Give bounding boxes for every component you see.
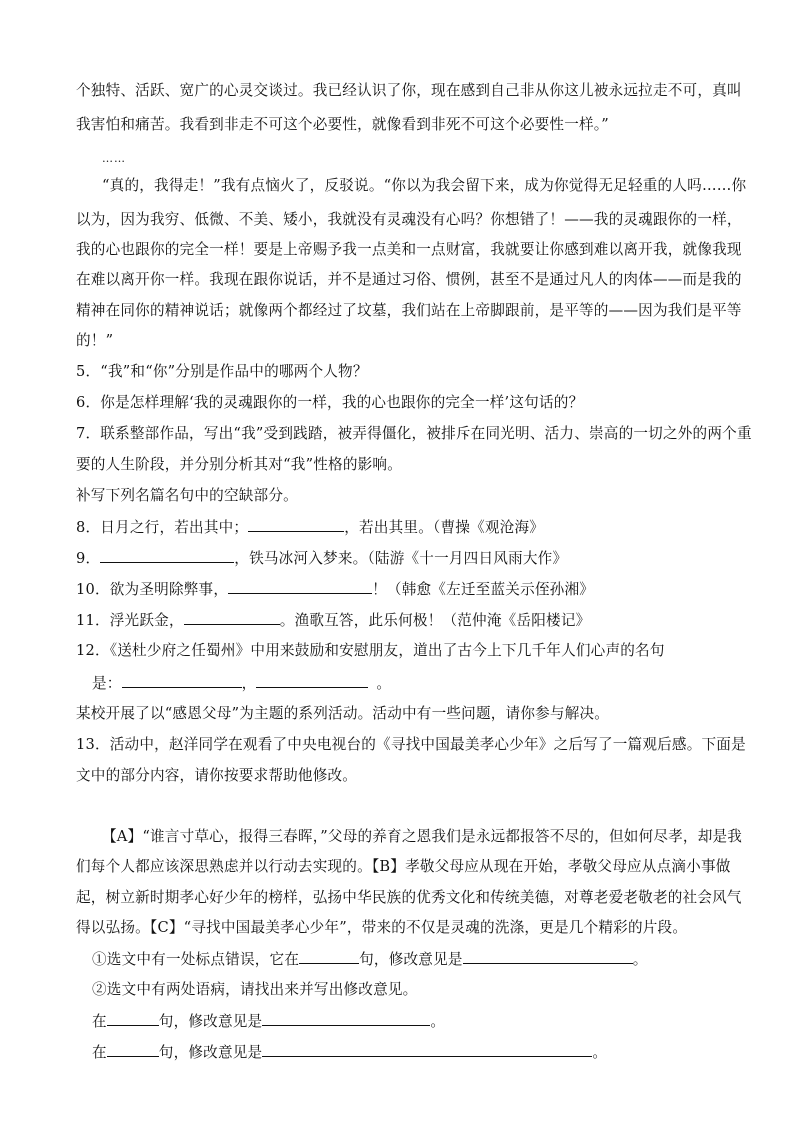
question-10: 10．欲为圣明除弊事， ！（韩愈《左迁至蓝关示侄孙湘》 bbox=[76, 581, 595, 598]
activity-intro: 某校开展了以“感恩父母”为主题的系列活动。活动中有一些问题，请你参与解决。 bbox=[76, 705, 610, 722]
answer-blank[interactable] bbox=[256, 673, 368, 688]
question-9: 9． ，铁马冰河入梦来。（陆游《十一月四日风雨大作》 bbox=[76, 550, 568, 567]
answer-blank[interactable] bbox=[299, 949, 359, 964]
activity-text-line: 起，树立新时期孝心好少年的榜样，弘扬中华民族的优秀文化和传统美德，对尊老爱老敬老的社会风气 bbox=[76, 889, 742, 906]
answer-blank[interactable] bbox=[228, 579, 372, 594]
correction-line-1: 在 句，修改意见是 。 bbox=[92, 1013, 446, 1030]
answer-blank[interactable] bbox=[107, 1011, 159, 1026]
answer-blank[interactable] bbox=[248, 517, 344, 532]
question-7-cont: 要的人生阶段，并分别分析其对“我”性格的影响。 bbox=[76, 456, 402, 473]
answer-blank[interactable] bbox=[184, 610, 280, 625]
passage-line: 我的心也跟你的完全一样！要是上帝赐予我一点美和一点财富，我就要让你感到难以离开我，就像我现 bbox=[76, 241, 742, 258]
passage-line: 在难以离开你一样。我现在跟你说话，并不是通过习俗、惯例，甚至不是通过凡人的肉体——而是我的 bbox=[76, 271, 742, 288]
passage-line: 以为，因为我穷、低微、不美、矮小，我就没有灵魂没有心吗？你想错了！——我的灵魂跟你的一样， bbox=[76, 211, 742, 228]
question-12-cont: 是： ， 。 bbox=[92, 675, 392, 692]
answer-blank[interactable] bbox=[100, 548, 234, 563]
passage-line: 个独特、活跃、宽广的心灵交谈过。我已经认识了你，现在感到自己非从你这儿被永远拉走不可，真叫 bbox=[76, 82, 742, 99]
question-6: 6．你是怎样理解‘我的灵魂跟你的一样，我的心也跟你的完全一样’这句话的？ bbox=[76, 394, 584, 411]
question-13-cont: 文中的部分内容，请你按要求帮助他修改。 bbox=[76, 767, 358, 784]
ellipsis: …… bbox=[102, 152, 126, 165]
subquestion-1: ①选文中有一处标点错误，它在 句，修改意见是 。 bbox=[92, 951, 648, 968]
passage-line: 精神在同你的精神说话；就像两个都经过了坟墓，我们站在上帝脚跟前，是平等的——因为我们是平等 bbox=[76, 302, 742, 319]
question-12: 12．《送杜少府之任蜀州》中用来鼓励和安慰朋友，道出了古今上下几千年人们心声的名句 bbox=[76, 642, 665, 659]
question-13: 13．活动中，赵洋同学在观看了中央电视台的《寻找中国最美孝心少年》之后写了一篇观后感。下面是 bbox=[76, 736, 746, 753]
fill-intro: 补写下列名篇名句中的空缺部分。 bbox=[76, 487, 298, 504]
passage-line: 的！” bbox=[76, 332, 114, 349]
question-11: 11．浮光跃金， 。渔歌互答，此乐何极！（范仲淹《岳阳楼记》 bbox=[76, 612, 591, 629]
subquestion-2: ②选文中有两处语病，请找出来并写出修改意见。 bbox=[92, 981, 418, 998]
passage-line: 我害怕和痛苦。我看到非走不可这个必要性，就像看到非死不可这个必要性一样。” bbox=[76, 116, 609, 133]
answer-blank[interactable] bbox=[122, 673, 242, 688]
question-8: 8．日月之行，若出其中； ，若出其里。（曹操《观沧海》 bbox=[76, 519, 545, 536]
correction-line-2: 在 句，修改意见是 。 bbox=[92, 1044, 608, 1061]
answer-blank[interactable] bbox=[262, 1011, 430, 1026]
question-7: 7．联系整部作品，写出“我”受到践踏，被弄得僵化，被排斥在同光明、活力、崇高的一切之外的两个重 bbox=[76, 425, 752, 442]
answer-blank[interactable] bbox=[463, 949, 633, 964]
activity-text-line: 得以弘扬。【C】“寻找中国最美孝心少年”，带来的不仅是灵魂的洗涤，更是几个精彩的片段。 bbox=[76, 919, 688, 936]
answer-blank[interactable] bbox=[107, 1042, 159, 1057]
passage-line: “真的，我得走！”我有点恼火了，反驳说。“你以为我会留下来，成为你觉得无足轻重的人吗……你 bbox=[102, 177, 747, 194]
activity-text-line: 【A】“谁言寸草心，报得三春晖，”父母的养育之恩我们是永远都报答不尽的，但如何尽孝，却是我 bbox=[102, 828, 743, 845]
answer-blank[interactable] bbox=[262, 1042, 592, 1057]
activity-text-line: 们每个人都应该深思熟虑并以行动去实现的。【B】孝敬父母应从现在开始，孝敬父母应从点滴小事做 bbox=[76, 858, 731, 875]
question-5: 5．“我”和“你”分别是作品中的哪两个人物？ bbox=[76, 363, 368, 380]
